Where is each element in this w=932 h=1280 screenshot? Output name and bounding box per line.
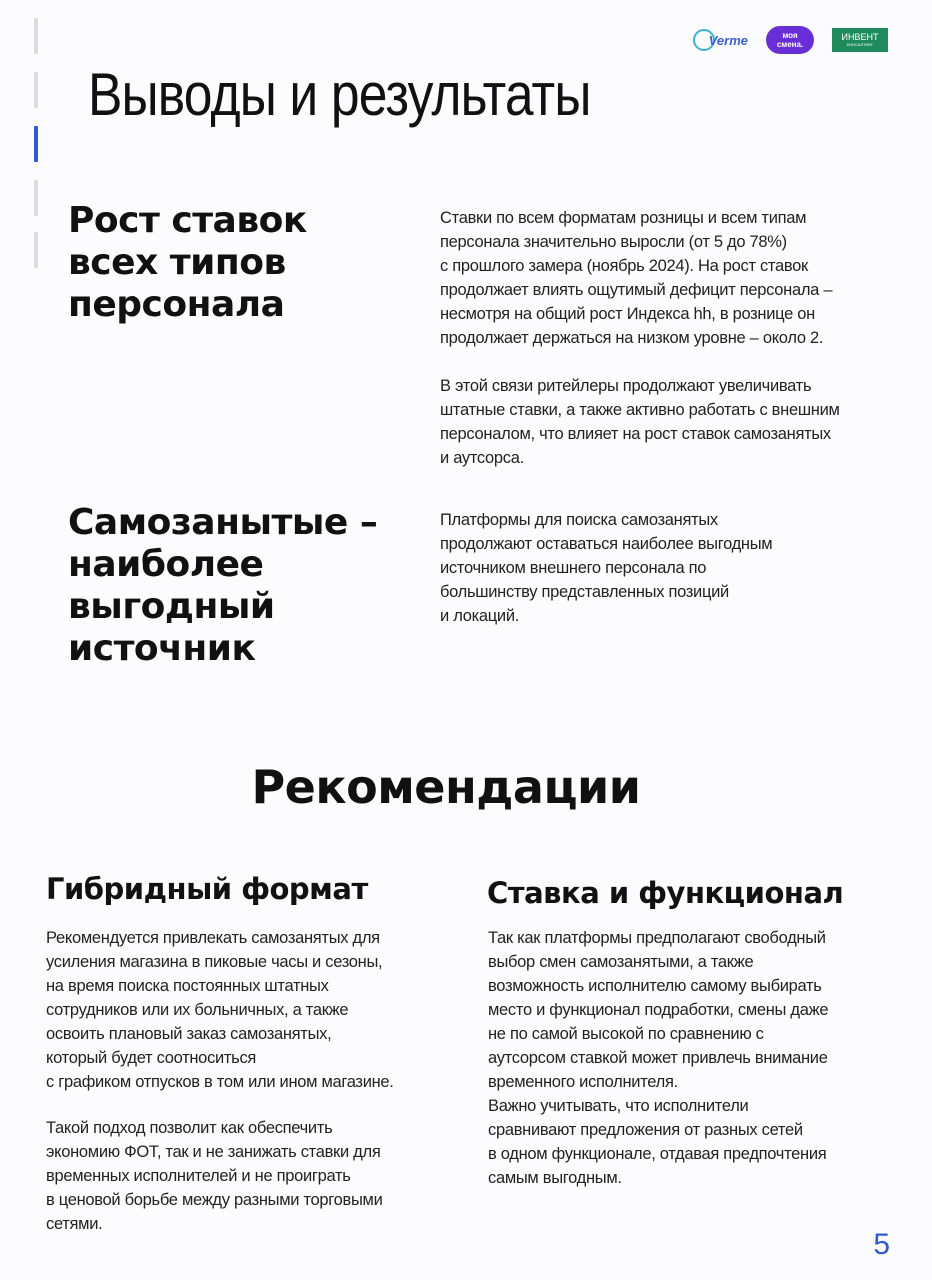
section-heading-rates: Рост ставок всех типов персонала	[68, 200, 307, 325]
progress-mark	[34, 232, 38, 268]
progress-mark	[34, 18, 38, 54]
progress-mark	[34, 180, 38, 216]
invent-consulting-logo: ИНВЕНТ КОНСАЛТИНГ	[832, 28, 888, 52]
recommendation-heading-hybrid: Гибридный формат	[46, 872, 368, 906]
page-title: Выводы и результаты	[88, 61, 591, 128]
recommendation-hybrid-paragraph-2: Такой подход позволит как обеспечить экономию ФОТ, так и не занижать ставки для временных исполнителей и не проиграть в ценовой борьбе между разными торговыми сетями.	[46, 1119, 383, 1233]
recommendation-rate-paragraph: Так как платформы предполагают свободный выбор смен самозанятыми, а также возможность исполнителю самому выбирать место и функционал подработки, смены даже не по самой высокой по сравнению с аутсорсом ставкой может привлечь внимание временного исполнителя. Важно учитывать, что исполнители сравнивают предложения от разных сетей в одном функционале, отдавая предпочтения самым выгодным.	[488, 929, 829, 1187]
verme-logo: Verme	[693, 29, 748, 51]
section-heading-self-employed: Самозанытые – наиболее выгодный источник	[68, 502, 378, 669]
recommendation-heading-rate: Ставка и функционал	[487, 876, 844, 910]
section-rates-paragraph-2: В этой связи ритейлеры продолжают увеличивать штатные ставки, а также активно работать с внешним персоналом, что влияет на рост ставок самозанятых и аутсорса.	[440, 377, 840, 467]
recommendation-hybrid-paragraph-1: Рекомендуется привлекать самозанятых для усиления магазина в пиковые часы и сезоны, на время поиска постоянных штатных сотрудников или их больничных, а также освоить плановый заказ самозанятых, который будет соотноситься с графиком отпусков в том или ином магазине.	[46, 929, 394, 1091]
progress-mark	[34, 72, 38, 108]
recommendations-title: Рекомендации	[251, 760, 641, 814]
moya-smena-logo: моя смена.	[766, 26, 814, 54]
section-rates-paragraph-1: Ставки по всем форматам розницы и всем типам персонала значительно выросли (от 5 до 78%) с прошлого замера (ноябрь 2024). На рост ставок продолжает влиять ощутимый дефицит персонала – несмотря на общий рост Индекса hh, в рознице он продолжает держаться на низком уровне – около 2.	[440, 209, 833, 347]
section-self-employed-paragraph: Платформы для поиска самозанятых продолжают оставаться наиболее выгодным источником внешнего персонала по большинству представленных позиций и локаций.	[440, 511, 773, 625]
partner-logos	[693, 26, 888, 54]
progress-mark-active	[34, 126, 38, 162]
page-number: 5	[873, 1228, 890, 1261]
